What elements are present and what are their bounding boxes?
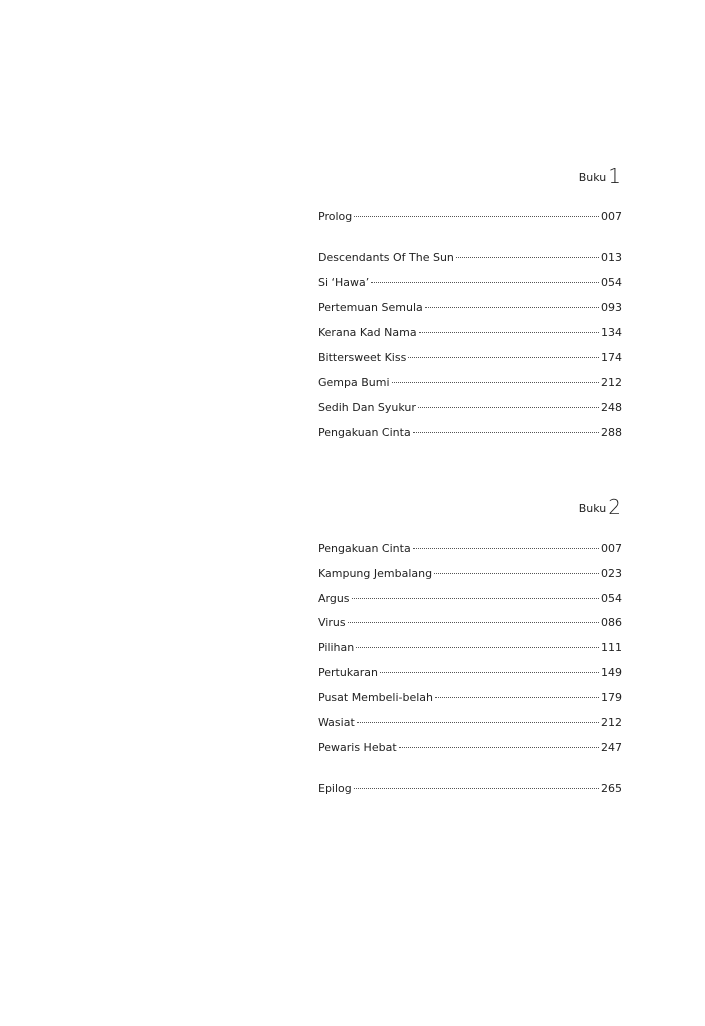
book-1-heading — [579, 166, 621, 188]
toc-entry — [318, 665, 622, 681]
toc-entry-page: 054 — [601, 592, 622, 605]
toc-entry-title: Kampung Jembalang — [318, 567, 433, 580]
toc-entry-page: 007 — [601, 542, 622, 555]
dot-leader — [357, 721, 599, 723]
toc-entry-title: Bittersweet Kiss — [318, 351, 407, 364]
toc-entry — [318, 640, 622, 656]
toc-entry — [318, 566, 622, 582]
toc-entry-title: Pewaris Hebat — [318, 741, 397, 754]
dot-leader — [456, 256, 599, 258]
toc-entry — [318, 690, 622, 706]
toc-entry-title: Sedih Dan Syukur — [318, 401, 416, 414]
toc-entry — [318, 541, 622, 557]
toc-entry-title: Prolog — [318, 210, 353, 223]
dot-leader — [371, 281, 599, 283]
toc-entry-title: Pilihan — [318, 641, 355, 654]
book-label: Buku — [578, 171, 607, 184]
dot-leader — [413, 547, 599, 549]
toc-entry — [318, 350, 622, 366]
toc-entry-title: Wasiat — [318, 716, 355, 729]
toc-entry-page: 149 — [601, 666, 622, 679]
toc-entry-title: Si ‘Hawa’ — [318, 276, 370, 289]
toc-entry — [318, 615, 622, 631]
toc-entry-title: Pertemuan Semula — [318, 301, 423, 314]
toc-entry — [318, 400, 622, 416]
toc-entry-page: 054 — [601, 276, 622, 289]
dot-leader — [354, 787, 599, 789]
dot-leader — [392, 381, 599, 383]
dot-leader — [418, 406, 599, 408]
toc-entry-title: Argus — [318, 592, 350, 605]
toc-entry-title: Kerana Kad Nama — [318, 326, 417, 339]
toc-entry-title: Pertukaran — [318, 666, 378, 679]
dot-leader — [425, 306, 599, 308]
toc-entry-title: Epilog — [318, 782, 352, 795]
toc-entry-page: 134 — [601, 326, 622, 339]
dot-leader — [435, 696, 599, 698]
dot-leader — [419, 331, 599, 333]
toc-entry-page: 086 — [601, 616, 622, 629]
toc-entry-page: 288 — [601, 426, 622, 439]
toc-entry-page: 093 — [601, 301, 622, 314]
toc-entry — [318, 209, 622, 225]
book-label: Buku — [578, 502, 607, 515]
toc-entry — [318, 275, 622, 291]
toc-entry-page: 212 — [601, 376, 622, 389]
dot-leader — [354, 215, 599, 217]
toc-entry-page: 023 — [601, 567, 622, 580]
toc-entry-title: Pengakuan Cinta — [318, 542, 411, 555]
dot-leader — [399, 746, 599, 748]
dot-leader — [413, 431, 599, 433]
toc-entry-page: 007 — [601, 210, 622, 223]
dot-leader — [434, 572, 599, 574]
toc-entry-page: 174 — [601, 351, 622, 364]
toc-entry — [318, 325, 622, 341]
toc-entry-page: 212 — [601, 716, 622, 729]
toc-entry-title: Gempa Bumi — [318, 376, 390, 389]
toc-entry — [318, 591, 622, 607]
dot-leader — [408, 356, 599, 358]
book-number: 2 — [608, 495, 621, 519]
dot-leader — [356, 646, 599, 648]
toc-entry — [318, 740, 622, 756]
toc-entry-page: 247 — [601, 741, 622, 754]
toc-entry-title: Virus — [318, 616, 346, 629]
toc-entry — [318, 715, 622, 731]
toc-entry-title: Descendants Of The Sun — [318, 251, 454, 264]
toc-entry-title: Pusat Membeli-belah — [318, 691, 434, 704]
dot-leader — [348, 621, 599, 623]
toc-entry-page: 111 — [601, 641, 622, 654]
dot-leader — [352, 597, 599, 599]
toc-entry-page: 013 — [601, 251, 622, 264]
toc-entry-page: 179 — [601, 691, 622, 704]
toc-entry — [318, 781, 622, 797]
dot-leader — [380, 671, 599, 673]
toc-entry-page: 265 — [601, 782, 622, 795]
toc-entry — [318, 375, 622, 391]
toc-entry — [318, 250, 622, 266]
toc-entry — [318, 425, 622, 441]
book-2-heading — [579, 497, 621, 519]
toc-entry-page: 248 — [601, 401, 622, 414]
book-number: 1 — [608, 164, 621, 188]
toc-entry-title: Pengakuan Cinta — [318, 426, 411, 439]
toc-entry — [318, 300, 622, 316]
